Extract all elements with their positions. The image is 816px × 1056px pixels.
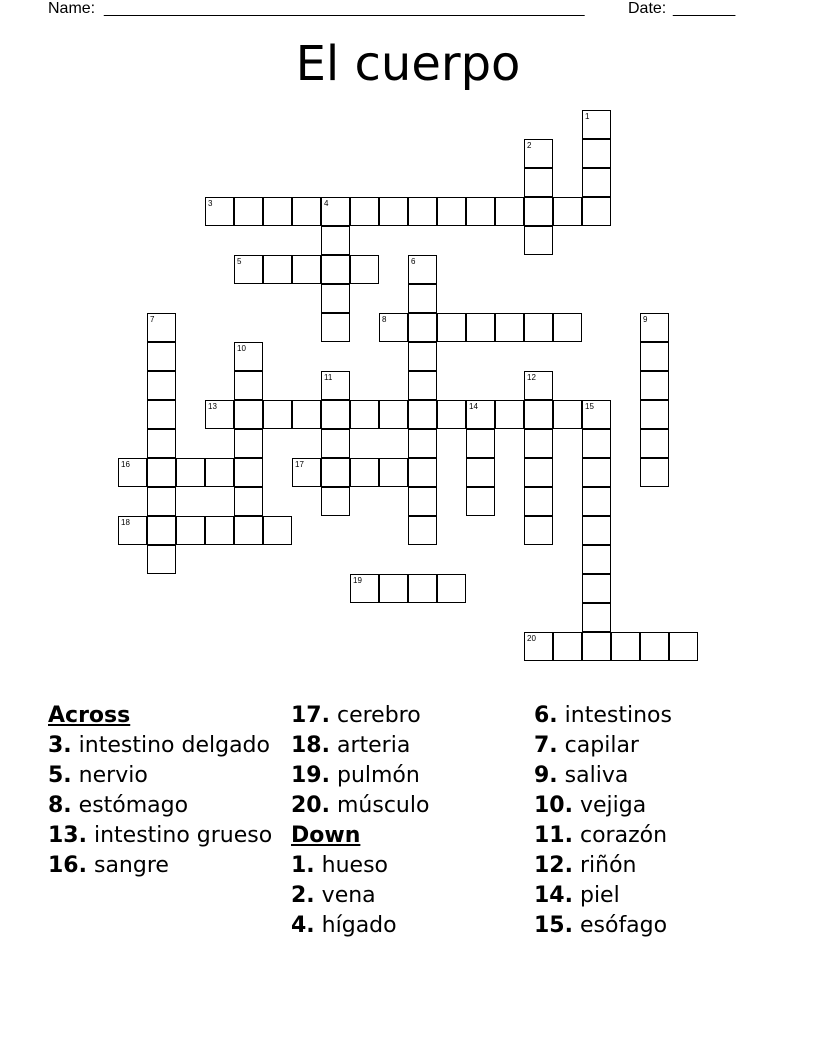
- grid-cell: [466, 197, 495, 226]
- grid-cell: [147, 458, 176, 487]
- grid-cell: [263, 400, 292, 429]
- grid-cell: [408, 458, 437, 487]
- grid-cell: [495, 313, 524, 342]
- grid-cell: [466, 429, 495, 458]
- grid-cell: [524, 632, 553, 661]
- grid-cell: [408, 487, 437, 516]
- clue-number: 7: [150, 315, 155, 324]
- clue-down-6: 6. intestinos: [534, 703, 672, 728]
- grid-cell: [234, 400, 263, 429]
- grid-cell: [147, 429, 176, 458]
- grid-cell: [408, 255, 437, 284]
- clue-number: 4: [324, 199, 329, 208]
- clue-down-10: 10. vejiga: [534, 793, 647, 818]
- grid-cell: [176, 458, 205, 487]
- clue-down-15: 15. esófago: [534, 913, 668, 938]
- clues-column-3: [534, 703, 764, 943]
- grid-cell: [437, 400, 466, 429]
- grid-cell: [263, 197, 292, 226]
- grid-cell: [582, 574, 611, 603]
- grid-cell: [524, 313, 553, 342]
- grid-cell: [147, 516, 176, 545]
- grid-cell: [205, 197, 234, 226]
- clue-number: 18: [121, 518, 130, 527]
- grid-cell: [350, 458, 379, 487]
- clue-number: 8: [382, 315, 387, 324]
- grid-cell: [147, 313, 176, 342]
- grid-cell: [408, 342, 437, 371]
- grid-cell: [292, 255, 321, 284]
- clue-number: 15: [585, 402, 594, 411]
- clue-number: 17: [295, 460, 304, 469]
- grid-cell: [640, 458, 669, 487]
- grid-cell: [379, 313, 408, 342]
- grid-cell: [234, 458, 263, 487]
- grid-cell: [582, 458, 611, 487]
- grid-cell: [350, 400, 379, 429]
- grid-cell: [466, 487, 495, 516]
- clue-across-17: 17. cerebro: [291, 703, 421, 728]
- grid-cell: [437, 313, 466, 342]
- clue-number: 9: [643, 315, 648, 324]
- grid-cell: [234, 197, 263, 226]
- clue-number: 13: [208, 402, 217, 411]
- grid-cell: [234, 487, 263, 516]
- grid-cell: [437, 197, 466, 226]
- clue-number: 14: [469, 402, 478, 411]
- clue-across-3: 3. intestino delgado: [48, 733, 270, 758]
- grid-cell: [379, 574, 408, 603]
- grid-cell: [321, 429, 350, 458]
- grid-cell: [466, 400, 495, 429]
- grid-cell: [350, 197, 379, 226]
- grid-cell: [524, 139, 553, 168]
- grid-cell: [234, 371, 263, 400]
- date-label: Date:: [628, 0, 667, 17]
- grid-cell: [234, 255, 263, 284]
- grid-cell: [292, 197, 321, 226]
- grid-cell: [524, 429, 553, 458]
- grid-cell: [640, 429, 669, 458]
- grid-cell: [495, 400, 524, 429]
- grid-cell: [350, 574, 379, 603]
- grid-cell: [640, 400, 669, 429]
- grid-cell: [408, 313, 437, 342]
- grid-cell: [321, 197, 350, 226]
- grid-cell: [582, 545, 611, 574]
- grid-cell: [379, 458, 408, 487]
- clue-down-4: 4. hígado: [291, 913, 397, 938]
- down-heading: Down: [291, 823, 361, 848]
- grid-cell: [611, 632, 640, 661]
- clue-number: 20: [527, 634, 536, 643]
- grid-cell: [640, 632, 669, 661]
- grid-cell: [582, 400, 611, 429]
- grid-cell: [437, 574, 466, 603]
- clue-number: 1: [585, 112, 590, 121]
- grid-cell: [524, 197, 553, 226]
- grid-cell: [408, 284, 437, 313]
- grid-cell: [466, 458, 495, 487]
- grid-cell: [408, 371, 437, 400]
- grid-cell: [321, 284, 350, 313]
- grid-cell: [466, 313, 495, 342]
- grid-cell: [524, 400, 553, 429]
- clue-across-5: 5. nervio: [48, 763, 148, 788]
- name-label: Name:: [48, 0, 96, 17]
- clue-number: 10: [237, 344, 246, 353]
- grid-cell: [408, 197, 437, 226]
- grid-cell: [321, 458, 350, 487]
- grid-cell: [263, 516, 292, 545]
- clues-column-1: [48, 703, 278, 883]
- grid-cell: [553, 400, 582, 429]
- grid-cell: [263, 255, 292, 284]
- clue-down-12: 12. riñón: [534, 853, 637, 878]
- grid-cell: [205, 458, 234, 487]
- clue-down-14: 14. piel: [534, 883, 620, 908]
- clue-number: 19: [353, 576, 362, 585]
- clue-number: 12: [527, 373, 536, 382]
- grid-cell: [350, 255, 379, 284]
- clue-down-11: 11. corazón: [534, 823, 668, 848]
- clue-across-20: 20. músculo: [291, 793, 430, 818]
- grid-cell: [118, 458, 147, 487]
- grid-cell: [118, 516, 147, 545]
- page-title: El cuerpo: [295, 36, 521, 92]
- grid-cell: [321, 226, 350, 255]
- name-blank-line: ______________________________________________________: [104, 0, 585, 17]
- grid-cell: [292, 400, 321, 429]
- grid-cell: [408, 429, 437, 458]
- clue-number: 2: [527, 141, 532, 150]
- grid-cell: [582, 139, 611, 168]
- grid-cell: [582, 429, 611, 458]
- clue-number: 3: [208, 199, 213, 208]
- grid-cell: [582, 168, 611, 197]
- date-blank-line: _______: [673, 0, 736, 17]
- grid-cell: [640, 313, 669, 342]
- grid-cell: [524, 516, 553, 545]
- clue-number: 5: [237, 257, 242, 266]
- grid-cell: [379, 197, 408, 226]
- grid-cell: [553, 632, 582, 661]
- grid-cell: [582, 197, 611, 226]
- clue-across-13: 13. intestino grueso: [48, 823, 273, 848]
- grid-cell: [582, 516, 611, 545]
- grid-cell: [669, 632, 698, 661]
- grid-cell: [524, 487, 553, 516]
- grid-cell: [292, 458, 321, 487]
- grid-cell: [234, 342, 263, 371]
- grid-cell: [147, 400, 176, 429]
- grid-cell: [553, 313, 582, 342]
- grid-cell: [640, 371, 669, 400]
- across-heading: Across: [48, 703, 131, 728]
- grid-cell: [234, 516, 263, 545]
- grid-cell: [582, 110, 611, 139]
- clue-across-18: 18. arteria: [291, 733, 411, 758]
- grid-cell: [321, 313, 350, 342]
- grid-cell: [147, 487, 176, 516]
- grid-cell: [640, 342, 669, 371]
- grid-cell: [147, 545, 176, 574]
- grid-cell: [553, 197, 582, 226]
- grid-cell: [321, 255, 350, 284]
- grid-cell: [408, 400, 437, 429]
- grid-cell: [524, 226, 553, 255]
- clue-across-19: 19. pulmón: [291, 763, 420, 788]
- grid-cell: [321, 400, 350, 429]
- grid-cell: [524, 371, 553, 400]
- grid-cell: [176, 516, 205, 545]
- clue-number: 16: [121, 460, 130, 469]
- clue-down-1: 1. hueso: [291, 853, 389, 878]
- grid-cell: [147, 342, 176, 371]
- grid-cell: [379, 400, 408, 429]
- clue-down-7: 7. capilar: [534, 733, 639, 758]
- clue-down-9: 9. saliva: [534, 763, 629, 788]
- grid-cell: [321, 487, 350, 516]
- clue-number: 6: [411, 257, 416, 266]
- clue-across-16: 16. sangre: [48, 853, 169, 878]
- grid-cell: [495, 197, 524, 226]
- clues-column-2: [291, 703, 521, 943]
- grid-cell: [524, 168, 553, 197]
- grid-cell: [408, 516, 437, 545]
- grid-cell: [582, 487, 611, 516]
- clue-across-8: 8. estómago: [48, 793, 189, 818]
- grid-cell: [147, 371, 176, 400]
- clue-number: 11: [324, 373, 333, 382]
- grid-cell: [524, 458, 553, 487]
- grid-cell: [205, 516, 234, 545]
- grid-cell: [205, 400, 234, 429]
- grid-cell: [408, 574, 437, 603]
- grid-cell: [234, 429, 263, 458]
- grid-cell: [582, 603, 611, 632]
- grid-cell: [321, 371, 350, 400]
- clue-down-2: 2. vena: [291, 883, 376, 908]
- grid-cell: [582, 632, 611, 661]
